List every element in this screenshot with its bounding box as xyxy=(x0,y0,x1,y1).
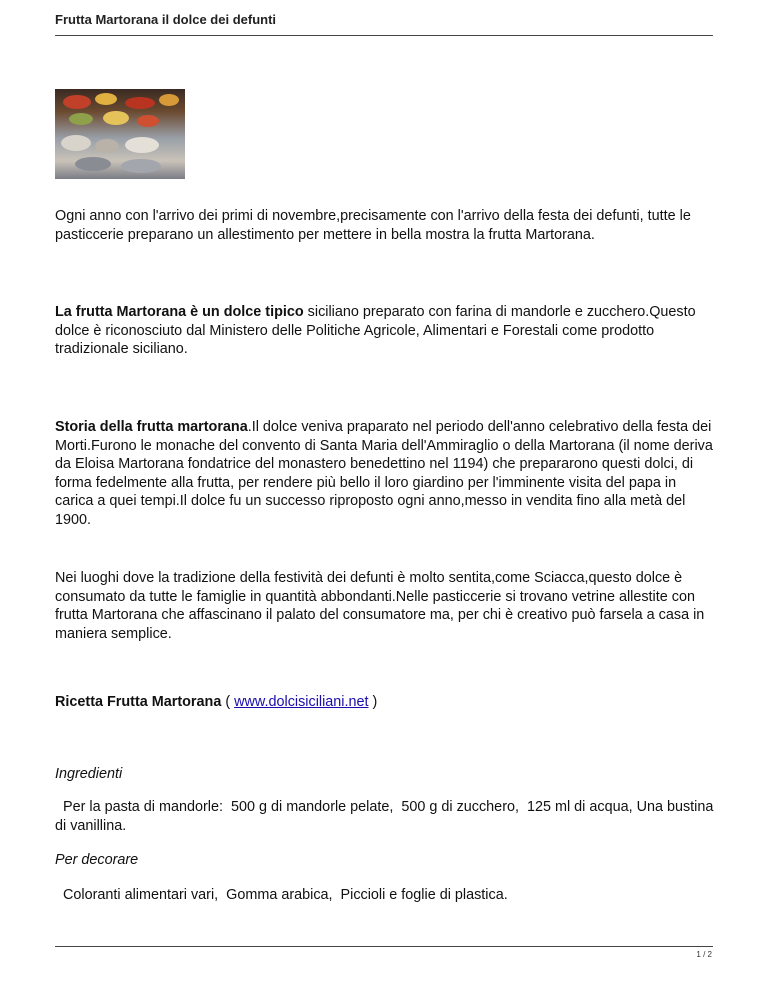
intro-paragraph: Ogni anno con l'arrivo dei primi di novembre,precisamente con l'arrivo della festa dei defunti, tutte le pasticcerie preparano un allestimento per mettere in bella mostra la frutta Martorana. xyxy=(55,208,691,243)
section-dolce-tipico-text: siciliano preparato con farina di mandorle e zucchero.Questo dolce è riconosciuto dal Ministero delle Politiche Agricole, Alimentari e Forestali come prodotto tradizionale siciliano. xyxy=(55,304,696,358)
page-number: 1 / 2 xyxy=(696,950,712,959)
martorana-fruit-photo xyxy=(55,89,185,179)
recipe-title-line xyxy=(55,693,715,712)
recipe-open-paren: ( xyxy=(221,694,235,710)
section-storia-text: .Il dolce veniva praparato nel periodo dell'anno celebrativo della festa dei Morti.Furono le monache del convento di Santa Maria dell'Ammiraglio o della Martorana (il nome deriva da Eloisa Martorana fondatrice del monastero benedettino nel 1194) che prepararono questi dolci, di forma fedelmente alla frutta, per rendere più bello il loro giardino per l'imminente visita del papa in carica a quei tempi.Il dolce fu un successo riproposto ogni anno,messo in vendita fino alla metà del 1900. xyxy=(55,419,713,528)
section-dolce-tipico-heading: La frutta Martorana è un dolce tipico xyxy=(55,304,304,320)
section-storia-heading: Storia della frutta martorana xyxy=(55,419,248,435)
header-rule xyxy=(55,35,713,36)
ingredients-text: Per la pasta di mandorle: 500 g di mandorle pelate, 500 g di zucchero, 125 ml di acqua, Una bustina di vanillina. xyxy=(55,799,718,834)
decorate-text: Coloranti alimentari vari, Gomma arabica, Piccioli e foglie di plastica. xyxy=(55,887,508,903)
document-header-title: Frutta Martorana il dolce dei defunti xyxy=(55,12,277,27)
section-tradizione: Nei luoghi dove la tradizione della festività dei defunti è molto sentita,come Sciacca,questo dolce è consumato da tutte le famiglie in quantità abbondanti.Nelle pasticcerie si trovano vetrine allestite con frutta Martorana che affascinano il palato del consumatore ma, per chi è creativo può farsela a casa in maniera semplice. xyxy=(55,570,705,642)
ingredients-heading: Ingredienti xyxy=(55,766,123,782)
footer-rule xyxy=(55,946,713,947)
section-storia xyxy=(55,418,715,530)
recipe-title: Ricetta Frutta Martorana xyxy=(55,694,222,710)
section-dolce-tipico xyxy=(55,303,715,359)
decorate-heading: Per decorare xyxy=(55,852,139,868)
recipe-source-link[interactable]: www.dolcisiciliani.net xyxy=(234,694,369,710)
recipe-close-paren: ) xyxy=(368,694,378,710)
